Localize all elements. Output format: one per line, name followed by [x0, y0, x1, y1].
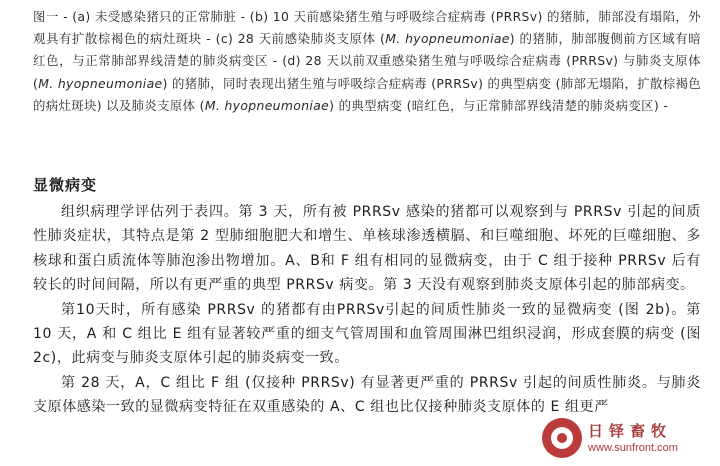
caption-text-2: ) 的猪肺，肺部腹侧前方区域有暗红色，与正常肺部界线清楚的肺炎病变区 - (d) 28 天以前双重感染猪生殖与呼吸综合症病毒 (PRRSv) 与肺炎支原体 (: [33, 31, 702, 91]
paragraph: 第 28 天，A，C 组比 F 组 (仅接种 PRRSv) 有显著更严重的 PRRSv 引起的间质性肺炎。与肺炎支原体感染一致的显微病变特征在双重感染的 A、C 组也比仅接种肺炎支原体的 E 组更严: [33, 374, 701, 416]
caption-species-3: M. hyopneumoniae: [204, 97, 330, 113]
section-heading: 显微病变: [33, 176, 98, 194]
watermark-url: www.sunfront.com: [588, 442, 678, 454]
sunfront-logo-icon: [542, 418, 582, 458]
watermark-text: [588, 421, 678, 455]
watermark-brand: 日铎畜牧: [588, 422, 673, 440]
paragraph: 组织病理学评估列于表四。第 3 天，所有被 PRRSv 感染的猪都可以观察到与 PRRSv 引起的间质性肺炎症状，其特点是第 2 型肺细胞肥大和增生、单核球渗透横膈、和巨噬细胞、坏死的巨噬细胞、多核球和蛋白质流体等肺泡渗出物增加。A、B和 F 组有相同的显微病变，由于 C 组于接种 PRRSv 后有较长的时间间隔，所以有更严重的典型 PRRSv 病变。第 3 天没有观察到肺炎支原体引起的肺部病变。: [33, 204, 701, 294]
paragraph: 第10天时，所有感染 PRRSv 的猪都有由PRRSv引起的间质性肺炎一致的显微病变 (图 2b)。第 10 天，A 和 C 组比 E 组有显著较严重的细支气管周围和血管周围淋巴组织浸润，形成套膜的病变 (图 2c)，此病变与肺炎支原体引起的肺炎病变一致。: [33, 301, 701, 367]
watermark: [542, 414, 712, 462]
figure-caption: [33, 6, 701, 117]
caption-text-3: ) 的猪肺，同时表现出猪生殖与呼吸综合症病毒 (PRRSv) 的典型病变 (肺部无塌陷，扩散棕褐色的病灶斑块) 以及肺炎支原体 (: [33, 75, 701, 113]
caption-text-1: 图一 - (a) 未受感染猪只的正常肺脏 - (b) 10 天前感染猪生殖与呼吸综合症病毒 (PRRSv) 的猪肺，肺部没有塌陷，外观具有扩散棕褐色的病灶斑块 - (c) 28 天前感染肺炎支原体 (: [33, 9, 701, 47]
caption-text-4: ) 的典型病变 (暗红色，与正常肺部界线清楚的肺炎病变区) -: [329, 97, 669, 113]
section-body: [33, 200, 701, 420]
caption-species-1: M. hyopneumoniae: [385, 31, 510, 47]
caption-species-2: M. hyopneumoniae: [38, 75, 163, 91]
